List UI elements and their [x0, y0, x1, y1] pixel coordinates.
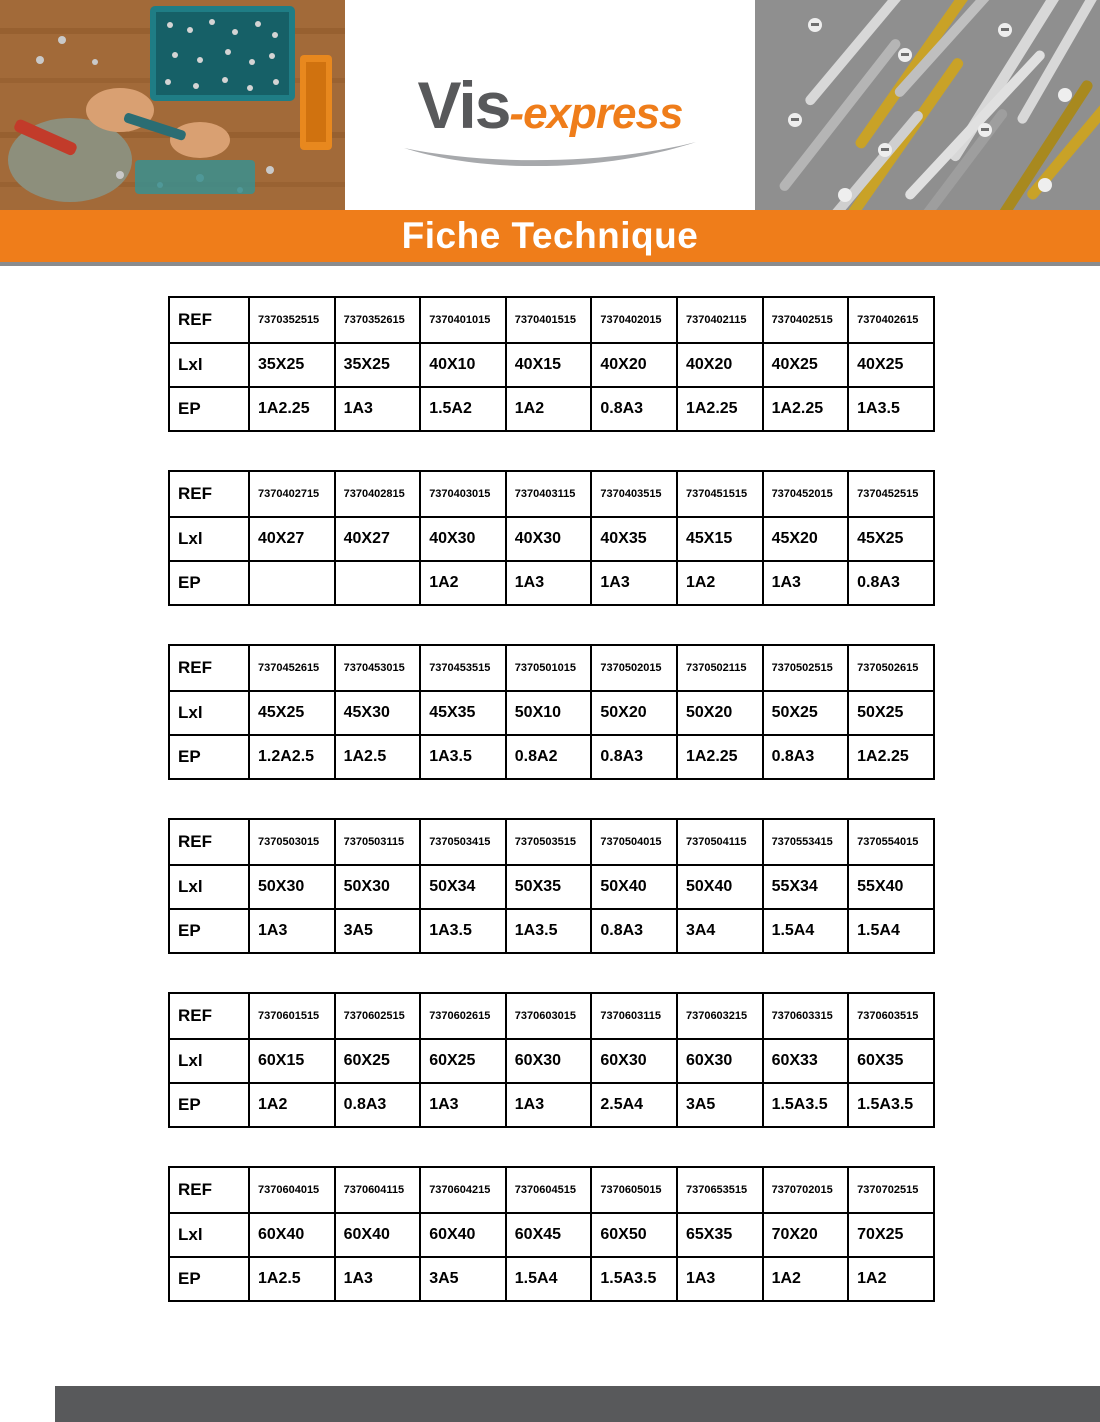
ref-value-5: 7370402015 — [591, 297, 677, 343]
workbench-photo-graphic — [0, 0, 345, 210]
ep-row-label: EP — [169, 561, 249, 605]
logo-swoosh-graphic — [400, 140, 700, 166]
dims-value-4: 60X45 — [506, 1213, 592, 1257]
ref-value-1: 7370352515 — [249, 297, 335, 343]
dims-value-1: 40X27 — [249, 517, 335, 561]
ref-value-1: 7370503015 — [249, 819, 335, 865]
ep-value-8: 1A2 — [848, 1257, 934, 1301]
dims-value-5: 60X50 — [591, 1213, 677, 1257]
ref-value-1: 7370601515 — [249, 993, 335, 1039]
ep-value-4: 0.8A2 — [506, 735, 592, 779]
ref-value-3: 7370602615 — [420, 993, 506, 1039]
ep-row-label: EP — [169, 909, 249, 953]
ep-value-3: 3A5 — [420, 1257, 506, 1301]
dims-value-7: 70X20 — [763, 1213, 849, 1257]
ref-value-8: 7370502615 — [848, 645, 934, 691]
ref-value-6: 7370451515 — [677, 471, 763, 517]
ep-value-2: 0.8A3 — [335, 1083, 421, 1127]
ref-row — [169, 819, 934, 865]
ep-value-5: 0.8A3 — [591, 735, 677, 779]
ref-value-2: 7370453015 — [335, 645, 421, 691]
ref-value-5: 7370605015 — [591, 1167, 677, 1213]
dims-row — [169, 691, 934, 735]
dims-value-4: 50X10 — [506, 691, 592, 735]
ref-value-5: 7370403515 — [591, 471, 677, 517]
ref-value-8: 7370603515 — [848, 993, 934, 1039]
dims-value-3: 40X10 — [420, 343, 506, 387]
dims-value-6: 45X15 — [677, 517, 763, 561]
ep-value-7: 1.5A3.5 — [763, 1083, 849, 1127]
brand-name-express: -express — [509, 89, 683, 138]
dims-value-1: 60X40 — [249, 1213, 335, 1257]
ref-value-3: 7370453515 — [420, 645, 506, 691]
ep-value-4: 1A2 — [506, 387, 592, 431]
dims-value-7: 55X34 — [763, 865, 849, 909]
ep-row-label: EP — [169, 1257, 249, 1301]
brand-logo — [345, 0, 755, 210]
dims-value-2: 40X27 — [335, 517, 421, 561]
dims-row — [169, 1213, 934, 1257]
ep-value-4: 1A3 — [506, 561, 592, 605]
ep-value-4: 1.5A4 — [506, 1257, 592, 1301]
ref-value-2: 7370604115 — [335, 1167, 421, 1213]
ref-value-8: 7370402615 — [848, 297, 934, 343]
dims-row-label: Lxl — [169, 343, 249, 387]
ep-value-3: 1A3.5 — [420, 735, 506, 779]
ref-value-8: 7370702515 — [848, 1167, 934, 1213]
ep-value-2: 3A5 — [335, 909, 421, 953]
dims-row-label: Lxl — [169, 865, 249, 909]
ref-value-7: 7370702015 — [763, 1167, 849, 1213]
ep-value-2: 1A2.5 — [335, 735, 421, 779]
ep-value-1: 1A2 — [249, 1083, 335, 1127]
ep-value-6: 1A3 — [677, 1257, 763, 1301]
dims-value-8: 40X25 — [848, 343, 934, 387]
ep-value-7: 0.8A3 — [763, 735, 849, 779]
ep-value-7: 1.5A4 — [763, 909, 849, 953]
ref-value-3: 7370401015 — [420, 297, 506, 343]
dims-value-3: 60X40 — [420, 1213, 506, 1257]
brand-name — [417, 68, 683, 142]
ref-value-7: 7370553415 — [763, 819, 849, 865]
ref-value-1: 7370402715 — [249, 471, 335, 517]
ep-value-8: 1.5A3.5 — [848, 1083, 934, 1127]
ep-value-8: 1A3.5 — [848, 387, 934, 431]
ref-row — [169, 1167, 934, 1213]
dims-value-8: 45X25 — [848, 517, 934, 561]
ep-value-6: 3A5 — [677, 1083, 763, 1127]
screws-photo — [755, 0, 1100, 210]
spec-table-5 — [168, 992, 935, 1128]
ref-value-8: 7370554015 — [848, 819, 934, 865]
ref-row — [169, 645, 934, 691]
dims-value-7: 45X20 — [763, 517, 849, 561]
dims-value-5: 40X35 — [591, 517, 677, 561]
ep-value-7: 1A3 — [763, 561, 849, 605]
ref-value-4: 7370604515 — [506, 1167, 592, 1213]
dims-row — [169, 343, 934, 387]
ref-value-2: 7370402815 — [335, 471, 421, 517]
ref-value-4: 7370503515 — [506, 819, 592, 865]
dims-value-4: 60X30 — [506, 1039, 592, 1083]
ref-value-4: 7370501015 — [506, 645, 592, 691]
dims-row-label: Lxl — [169, 1213, 249, 1257]
ep-value-2: 1A3 — [335, 1257, 421, 1301]
dims-value-5: 50X20 — [591, 691, 677, 735]
dims-value-3: 50X34 — [420, 865, 506, 909]
dims-value-6: 65X35 — [677, 1213, 763, 1257]
dims-row — [169, 517, 934, 561]
footer-bar — [55, 1386, 1100, 1422]
ep-value-2 — [335, 561, 421, 605]
ref-row-label: REF — [169, 819, 249, 865]
ref-value-6: 7370502115 — [677, 645, 763, 691]
dims-value-4: 40X15 — [506, 343, 592, 387]
ref-row-label: REF — [169, 1167, 249, 1213]
dims-value-2: 60X25 — [335, 1039, 421, 1083]
ep-value-4: 1A3 — [506, 1083, 592, 1127]
screws-photo-graphic — [755, 0, 1100, 210]
ref-value-5: 7370603115 — [591, 993, 677, 1039]
ref-value-2: 7370503115 — [335, 819, 421, 865]
ep-value-8: 1.5A4 — [848, 909, 934, 953]
ref-row — [169, 993, 934, 1039]
dims-value-4: 50X35 — [506, 865, 592, 909]
page-title: Fiche Technique — [401, 215, 699, 256]
header — [0, 0, 1100, 210]
dims-value-1: 35X25 — [249, 343, 335, 387]
ep-value-5: 2.5A4 — [591, 1083, 677, 1127]
brand-name-vis: Vis — [417, 68, 510, 142]
ref-value-4: 7370403115 — [506, 471, 592, 517]
spec-table-1 — [168, 296, 935, 432]
dims-value-4: 40X30 — [506, 517, 592, 561]
dims-row-label: Lxl — [169, 691, 249, 735]
ep-value-5: 1A3 — [591, 561, 677, 605]
dims-value-2: 45X30 — [335, 691, 421, 735]
ep-value-6: 1A2 — [677, 561, 763, 605]
ep-value-3: 1A3 — [420, 1083, 506, 1127]
ref-value-6: 7370504115 — [677, 819, 763, 865]
ref-value-3: 7370503415 — [420, 819, 506, 865]
ep-value-8: 0.8A3 — [848, 561, 934, 605]
ep-row-label: EP — [169, 1083, 249, 1127]
ref-value-4: 7370603015 — [506, 993, 592, 1039]
ref-value-7: 7370502515 — [763, 645, 849, 691]
dims-value-3: 60X25 — [420, 1039, 506, 1083]
ep-row-label: EP — [169, 735, 249, 779]
ref-value-5: 7370504015 — [591, 819, 677, 865]
dims-value-5: 60X30 — [591, 1039, 677, 1083]
ref-row — [169, 471, 934, 517]
ep-value-1 — [249, 561, 335, 605]
ref-value-4: 7370401515 — [506, 297, 592, 343]
ep-value-6: 1A2.25 — [677, 387, 763, 431]
ep-value-3: 1.5A2 — [420, 387, 506, 431]
ref-row-label: REF — [169, 297, 249, 343]
ep-value-3: 1A2 — [420, 561, 506, 605]
ref-row — [169, 297, 934, 343]
dims-value-2: 35X25 — [335, 343, 421, 387]
ep-value-6: 3A4 — [677, 909, 763, 953]
dims-value-7: 40X25 — [763, 343, 849, 387]
dims-value-8: 70X25 — [848, 1213, 934, 1257]
dims-value-5: 50X40 — [591, 865, 677, 909]
ep-value-1: 1.2A2.5 — [249, 735, 335, 779]
dims-row — [169, 1039, 934, 1083]
ep-row — [169, 1257, 934, 1301]
ref-row-label: REF — [169, 645, 249, 691]
ep-row — [169, 735, 934, 779]
ref-value-6: 7370603215 — [677, 993, 763, 1039]
ep-value-1: 1A2.5 — [249, 1257, 335, 1301]
ep-value-4: 1A3.5 — [506, 909, 592, 953]
ep-value-7: 1A2.25 — [763, 387, 849, 431]
dims-value-7: 50X25 — [763, 691, 849, 735]
ep-row — [169, 1083, 934, 1127]
dims-value-3: 40X30 — [420, 517, 506, 561]
ep-value-2: 1A3 — [335, 387, 421, 431]
ref-value-3: 7370403015 — [420, 471, 506, 517]
dims-value-8: 60X35 — [848, 1039, 934, 1083]
dims-value-2: 60X40 — [335, 1213, 421, 1257]
dims-value-7: 60X33 — [763, 1039, 849, 1083]
spec-table-3 — [168, 644, 935, 780]
dims-value-8: 55X40 — [848, 865, 934, 909]
ref-value-2: 7370352615 — [335, 297, 421, 343]
ep-row — [169, 561, 934, 605]
dims-value-8: 50X25 — [848, 691, 934, 735]
ref-value-8: 7370452515 — [848, 471, 934, 517]
dims-value-3: 45X35 — [420, 691, 506, 735]
ep-row-label: EP — [169, 387, 249, 431]
dims-value-1: 45X25 — [249, 691, 335, 735]
tables-container — [0, 266, 1100, 1302]
ref-value-1: 7370452615 — [249, 645, 335, 691]
dims-value-6: 60X30 — [677, 1039, 763, 1083]
ep-row — [169, 909, 934, 953]
ep-value-1: 1A2.25 — [249, 387, 335, 431]
ep-value-5: 1.5A3.5 — [591, 1257, 677, 1301]
ref-row-label: REF — [169, 993, 249, 1039]
dims-value-2: 50X30 — [335, 865, 421, 909]
ref-value-3: 7370604215 — [420, 1167, 506, 1213]
ref-value-2: 7370602515 — [335, 993, 421, 1039]
dims-row — [169, 865, 934, 909]
dims-value-6: 50X40 — [677, 865, 763, 909]
ref-value-6: 7370653515 — [677, 1167, 763, 1213]
ep-value-6: 1A2.25 — [677, 735, 763, 779]
ep-value-3: 1A3.5 — [420, 909, 506, 953]
spec-table-4 — [168, 818, 935, 954]
ref-value-6: 7370402115 — [677, 297, 763, 343]
ref-value-7: 7370603315 — [763, 993, 849, 1039]
ep-value-5: 0.8A3 — [591, 387, 677, 431]
ep-value-1: 1A3 — [249, 909, 335, 953]
spec-table-2 — [168, 470, 935, 606]
dims-row-label: Lxl — [169, 1039, 249, 1083]
dims-value-5: 40X20 — [591, 343, 677, 387]
ep-value-7: 1A2 — [763, 1257, 849, 1301]
dims-row-label: Lxl — [169, 517, 249, 561]
dims-value-1: 50X30 — [249, 865, 335, 909]
dims-value-1: 60X15 — [249, 1039, 335, 1083]
title-banner — [0, 210, 1100, 266]
dims-value-6: 50X20 — [677, 691, 763, 735]
ref-value-7: 7370402515 — [763, 297, 849, 343]
ref-value-7: 7370452015 — [763, 471, 849, 517]
ep-row — [169, 387, 934, 431]
ref-value-1: 7370604015 — [249, 1167, 335, 1213]
ep-value-8: 1A2.25 — [848, 735, 934, 779]
spec-table-6 — [168, 1166, 935, 1302]
ep-value-5: 0.8A3 — [591, 909, 677, 953]
ref-row-label: REF — [169, 471, 249, 517]
ref-value-5: 7370502015 — [591, 645, 677, 691]
dims-value-6: 40X20 — [677, 343, 763, 387]
workbench-photo — [0, 0, 345, 210]
